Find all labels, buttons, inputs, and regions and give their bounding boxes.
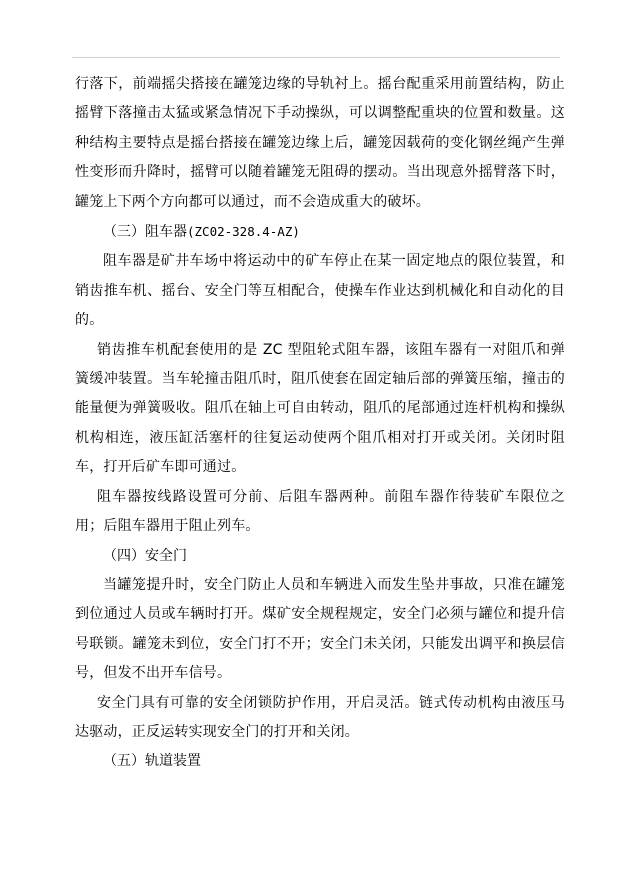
paragraph-5: 当罐笼提升时，安全门防止人员和车辆进入而发生坠井事故，只准在罐笼到位通过人员或车辆时打开。煤矿安全规程规定，安全门必须与罐位和提升信号联锁。罐笼未到位，安全门打不开；安全门未关闭，只能发出调平和换层信号，但发不出开车信号。 xyxy=(75,576,565,682)
body-text xyxy=(75,70,565,777)
paragraph-3: 销齿推车机配套使用的是 ZC 型阻轮式阻车器，该阻车器有一对阻爪和弹簧缓冲装置。当车轮撞击阻爪时，阻爪使套在固定轴后部的弹簧压缩，撞击的能量便为弹簧吸收。阻爪在轴上可自由转动，阻爪的尾部通过连杆机构和操纵机构相连，液压缸活塞杆的往复运动使两个阻爪相对打开或关闭。关闭时阻车，打开后矿车即可通过。 xyxy=(75,341,565,476)
heading-arrester-model: (ZC02-328.4-AZ) xyxy=(187,224,300,240)
paragraph-1: 行落下，前端摇尖搭接在罐笼边缘的导轨衬上。摇台配重采用前置结构，防止摇臂下落撞击太猛或紧急情况下手动操纵，可以调整配重块的位置和数量。这种结构主要特点是摇台搭接在罐笼边缘上后，罐笼因载荷的变化钢丝绳产生弹性变形而升降时，摇臂可以随着罐笼无阻碍的摆动。当出现意外摇臂落下时，罐笼上下两个方向都可以通过，而不会造成重大的破坏。 xyxy=(75,76,565,210)
heading-arrester xyxy=(75,217,565,247)
header-rule xyxy=(72,57,560,58)
paragraph-6: 安全门具有可靠的安全闭锁防护作用，开启灵活。链式传动机构由液压马达驱动，正反运转实现安全门的打开和关闭。 xyxy=(75,694,565,740)
heading-arrester-label: （三）阻车器 xyxy=(103,224,187,241)
paragraph-4: 阻车器按线路设置可分前、后阻车器两种。前阻车器作待装矿车限位之用；后阻车器用于阻止列车。 xyxy=(75,488,565,535)
heading-track-device: （五）轨道装置 xyxy=(103,753,201,770)
heading-safety-gate: （四）安全门 xyxy=(103,547,187,564)
paragraph-2: 阻车器是矿井车场中将运动中的矿车停止在某一固定地点的限位装置，和销齿推车机、摇台、安全门等互相配合，使操车作业达到机械化和自动化的目的。 xyxy=(75,253,565,329)
